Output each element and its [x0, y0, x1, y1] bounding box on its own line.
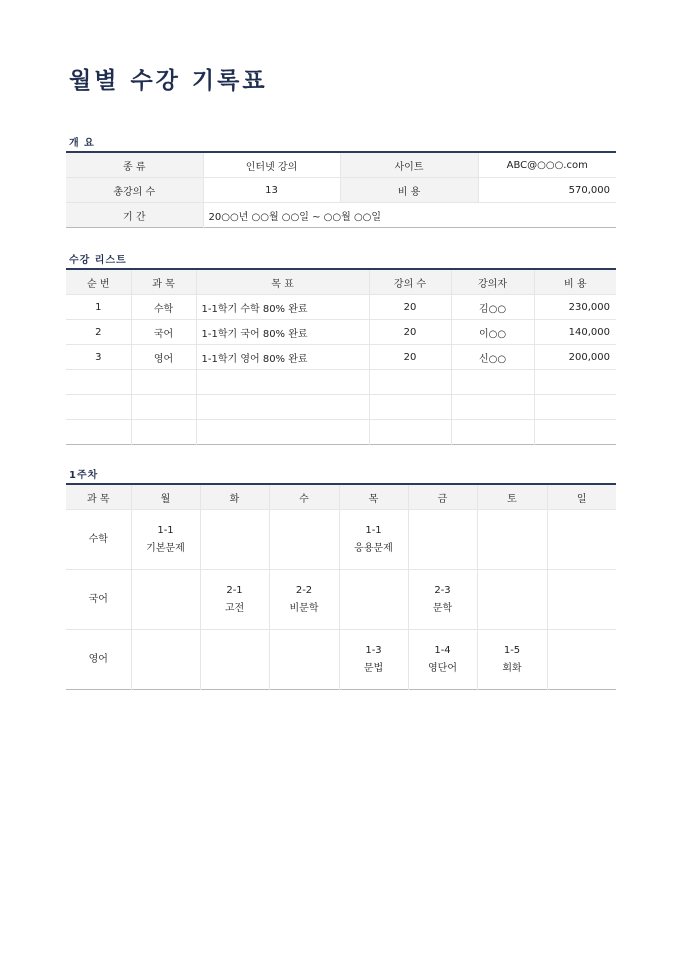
- lesson-code: 2-1: [226, 584, 243, 596]
- subject-cell: 영어: [88, 653, 108, 665]
- lecturer-cell: 김○○: [451, 295, 534, 320]
- table-row: [66, 570, 616, 630]
- goal-cell: 1-1학기 국어 80% 완료: [196, 320, 369, 345]
- empty-row: [66, 395, 616, 420]
- schedule-cell: [269, 630, 339, 690]
- column-header: 순 번: [66, 269, 131, 295]
- lesson-topic: 문학: [432, 602, 453, 614]
- schedule-cell: [547, 630, 616, 690]
- column-header: 토: [477, 484, 547, 510]
- overview-value: 570,000: [478, 178, 616, 203]
- overview-key: 기 간: [66, 203, 203, 228]
- lesson-topic: 고전: [224, 602, 245, 614]
- lesson-topic: 비문학: [289, 602, 319, 614]
- column-header: 월: [131, 484, 200, 510]
- schedule-cell: [269, 510, 339, 570]
- lesson-topic: 회화: [502, 662, 522, 674]
- column-header: 화: [200, 484, 269, 510]
- column-header: 비 용: [534, 269, 616, 295]
- lecturer-cell: 이○○: [451, 320, 534, 345]
- lesson-code: 2-3: [434, 584, 451, 596]
- overview-value: ABC@○○○.com: [478, 152, 616, 178]
- lesson-topic: 기본문제: [146, 542, 185, 554]
- schedule-cell: [339, 630, 408, 690]
- overview-key: 총강의 수: [66, 178, 203, 203]
- overview-value: 13: [203, 178, 340, 203]
- table-row: [66, 630, 616, 690]
- schedule-cell: [200, 570, 269, 630]
- schedule-cell: [131, 570, 200, 630]
- overview-value: 20○○년 ○○월 ○○일 ~ ○○월 ○○일: [203, 203, 616, 228]
- lesson-topic: 응용문제: [354, 542, 393, 554]
- subject-cell: 수학: [131, 295, 196, 320]
- schedule-cell: [477, 630, 547, 690]
- overview-row: [66, 152, 616, 178]
- overview-key: 종 류: [66, 152, 203, 178]
- lesson-topic: 문법: [363, 662, 384, 674]
- page-title: 월별 수강 기록표: [69, 68, 268, 94]
- table-row: [66, 510, 616, 570]
- cost-cell: 230,000: [534, 295, 616, 320]
- goal-cell: 1-1학기 영어 80% 완료: [196, 345, 369, 370]
- lesson-topic: 영단어: [428, 662, 457, 674]
- schedule-cell: [200, 510, 269, 570]
- schedule-cell: [477, 570, 547, 630]
- empty-row: [66, 370, 616, 395]
- lesson-code: 1-4: [434, 644, 451, 656]
- course-list-header-row: [66, 269, 616, 295]
- table-row: [66, 345, 616, 370]
- subject-cell: 국어: [131, 320, 196, 345]
- table-row: [66, 295, 616, 320]
- lesson-code: 1-3: [365, 644, 382, 656]
- overview-key: 사이트: [340, 152, 478, 178]
- overview-value: 인터넷 강의: [203, 152, 340, 178]
- overview-row: [66, 178, 616, 203]
- schedule-cell: [477, 510, 547, 570]
- lecturer-cell: 신○○: [451, 345, 534, 370]
- overview-key: 비 용: [340, 178, 478, 203]
- schedule-cell: [200, 630, 269, 690]
- lecture-count-cell: 20: [369, 320, 451, 345]
- schedule-cell: [408, 630, 477, 690]
- overview-row: [66, 203, 616, 228]
- schedule-cell: [547, 510, 616, 570]
- course-list-section-label: 수강 리스트: [69, 255, 127, 266]
- cost-cell: 140,000: [534, 320, 616, 345]
- order-cell: 3: [66, 345, 131, 370]
- column-header: 강의 수: [369, 269, 451, 295]
- week-header-row: [66, 484, 616, 510]
- course-list-table: [66, 268, 616, 445]
- order-cell: 1: [66, 295, 131, 320]
- cost-cell: 200,000: [534, 345, 616, 370]
- goal-cell: 1-1학기 수학 80% 완료: [196, 295, 369, 320]
- lesson-code: 1-1: [365, 524, 382, 536]
- lecture-count-cell: 20: [369, 295, 451, 320]
- table-row: [66, 320, 616, 345]
- column-header: 금: [408, 484, 477, 510]
- overview-table: [66, 151, 616, 228]
- lesson-code: 1-5: [503, 644, 521, 656]
- lesson-code: 2-2: [295, 584, 313, 596]
- schedule-cell: [269, 570, 339, 630]
- subject-cell: 국어: [66, 570, 131, 630]
- column-header: 일: [547, 484, 616, 510]
- subject-cell: 수학: [66, 510, 131, 570]
- column-header: 강의자: [451, 269, 534, 295]
- empty-row: [66, 420, 616, 445]
- lesson-code: 1-1: [157, 524, 174, 536]
- column-header: 과 목: [66, 484, 131, 510]
- schedule-cell: [339, 570, 408, 630]
- subject-cell: 영어: [131, 345, 196, 370]
- schedule-cell: [339, 510, 408, 570]
- order-cell: 2: [66, 320, 131, 345]
- week-section-label: 1주차: [69, 470, 99, 481]
- schedule-cell: [408, 570, 477, 630]
- column-header: 수: [269, 484, 339, 510]
- schedule-cell: [547, 570, 616, 630]
- lecture-count-cell: 20: [369, 345, 451, 370]
- column-header: 목: [339, 484, 408, 510]
- column-header: 과 목: [131, 269, 196, 295]
- schedule-cell: [131, 630, 200, 690]
- overview-section-label: 개 요: [69, 138, 95, 149]
- schedule-cell: [131, 510, 200, 570]
- schedule-cell: [408, 510, 477, 570]
- weekly-schedule-table: [66, 483, 616, 690]
- column-header: 목 표: [196, 269, 369, 295]
